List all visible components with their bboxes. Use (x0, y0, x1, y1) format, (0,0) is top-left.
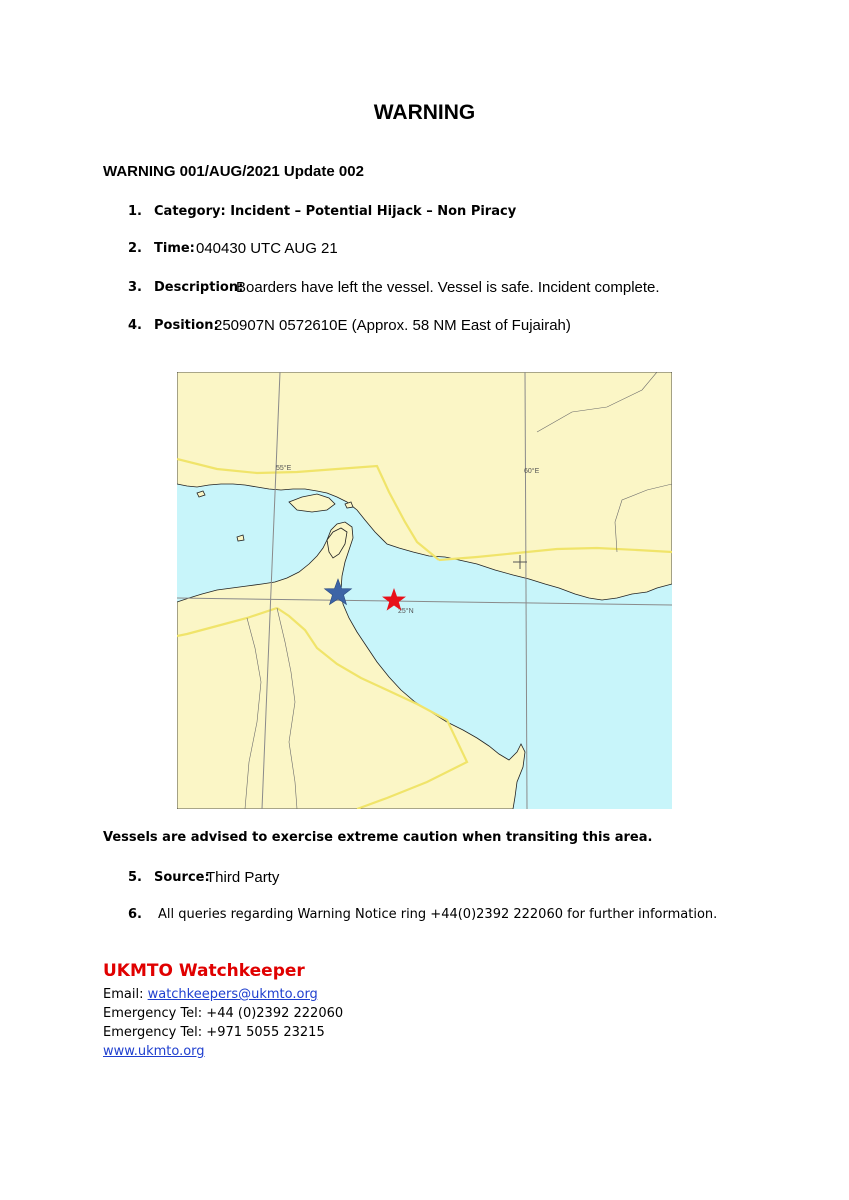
contact-heading: UKMTO Watchkeeper (103, 961, 305, 981)
item-number: 2. (128, 241, 142, 256)
advisory-text: Vessels are advised to exercise extreme caution when transiting this area. (103, 830, 653, 845)
email-label: Email: (103, 987, 144, 1002)
description-label: Description: (154, 280, 244, 295)
time-value: 040430 UTC AUG 21 (196, 240, 338, 257)
contact-email-line (103, 987, 318, 1002)
item-number: 3. (128, 280, 142, 295)
incident-map (177, 372, 672, 809)
warning-reference: WARNING 001/AUG/2021 Update 002 (103, 163, 364, 180)
source-value: Third Party (206, 869, 280, 886)
email-link[interactable]: watchkeepers@ukmto.org (147, 987, 318, 1002)
label-55e: 55°E (276, 465, 292, 472)
description-value: Boarders have left the vessel. Vessel is safe. Incident complete. (236, 279, 660, 296)
position-label: Position: (154, 318, 219, 333)
category-label: Category: Incident – Potential Hijack – Non Piracy (154, 204, 517, 219)
website-link[interactable]: www.ukmto.org (103, 1044, 205, 1059)
contact-tel-uk: Emergency Tel: +44 (0)2392 222060 (103, 1006, 344, 1021)
item-number: 5. (128, 870, 142, 885)
label-60e: 60°E (524, 468, 540, 475)
item-number: 6. (128, 907, 142, 922)
position-value: 250907N 0572610E (Approx. 58 NM East of Fujairah) (214, 317, 571, 334)
contact-tel-uae: Emergency Tel: +971 5055 23215 (103, 1025, 325, 1040)
item-number: 1. (128, 204, 142, 219)
label-25n: 25°N (398, 608, 414, 615)
item-number: 4. (128, 318, 142, 333)
queries-text: All queries regarding Warning Notice ring +44(0)2392 222060 for further information. (158, 907, 718, 922)
time-label: Time: (154, 241, 195, 256)
page-title: WARNING (373, 101, 476, 124)
source-label: Source: (154, 870, 210, 885)
